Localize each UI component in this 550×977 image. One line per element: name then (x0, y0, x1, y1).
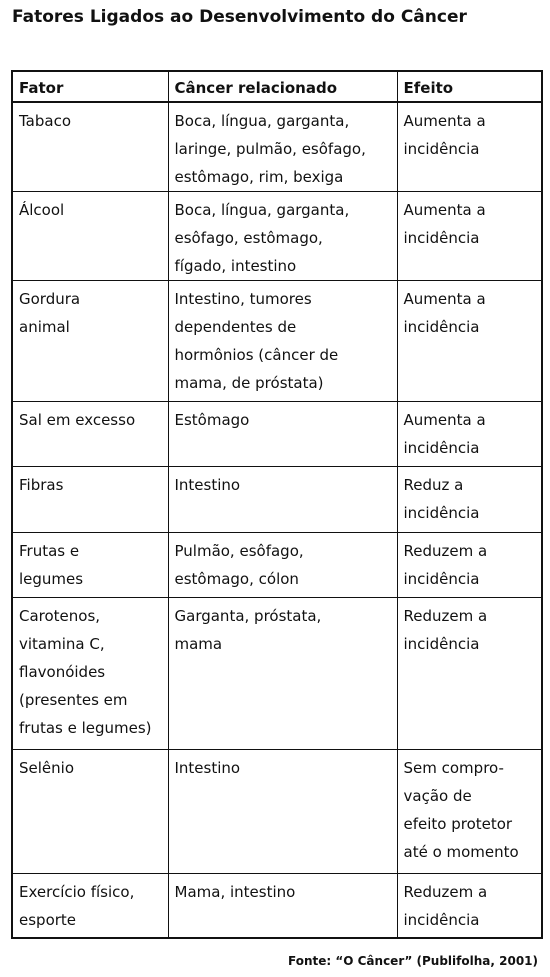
efeito-cell (397, 598, 542, 750)
fator-text: Sal em excesso (19, 411, 136, 429)
efeito-text: Aumenta a incidência (403, 201, 486, 247)
fator-cell (12, 402, 168, 467)
efeito-cell (397, 467, 542, 533)
efeito-text: Aumenta a incidência (403, 112, 486, 158)
cancer-cell (168, 598, 397, 750)
fator-text: Tabaco (19, 112, 72, 130)
efeito-text: Reduzem a incidência (403, 883, 488, 929)
cancer-cell (168, 467, 397, 533)
efeito-text: Aumenta a incidência (403, 411, 486, 457)
efeito-cell (397, 750, 542, 874)
table-row (12, 750, 542, 874)
cancer-text: Boca, língua, garganta, laringe, pulmão, esôfago, estômago, rim, bexiga (174, 112, 366, 186)
efeito-text: Sem compro- vação de efeito protetor até o momento (403, 759, 519, 861)
fator-text: Carotenos, vitamina C, flavonóides (presentes em frutas e legumes) (19, 607, 152, 737)
efeito-cell (397, 402, 542, 467)
table-row (12, 102, 542, 192)
factors-table (11, 70, 543, 939)
fator-cell (12, 102, 168, 192)
fator-cell (12, 192, 168, 281)
cancer-text: Boca, língua, garganta, esôfago, estômago, fígado, intestino (174, 201, 350, 275)
table-row (12, 467, 542, 533)
table-row (12, 598, 542, 750)
fator-cell (12, 598, 168, 750)
efeito-cell (397, 281, 542, 402)
table-row (12, 402, 542, 467)
cancer-cell (168, 874, 397, 938)
table-row (12, 281, 542, 402)
fator-cell (12, 874, 168, 938)
column-header-efeito: Efeito (397, 71, 542, 102)
cancer-text: Intestino (174, 759, 241, 777)
fator-text: Exercício físico, esporte (19, 883, 135, 929)
cancer-text: Intestino, tumores dependentes de hormônios (câncer de mama, de próstata) (174, 290, 339, 392)
cancer-text: Garganta, próstata, mama (174, 607, 322, 653)
efeito-text: Reduzem a incidência (403, 542, 488, 588)
fator-cell (12, 750, 168, 874)
table-header-row (12, 71, 542, 102)
column-header-fator: Fator (12, 71, 168, 102)
efeito-cell (397, 874, 542, 938)
efeito-text: Reduzem a incidência (403, 607, 488, 653)
efeito-cell (397, 102, 542, 192)
table-row (12, 874, 542, 938)
fator-cell (12, 281, 168, 402)
source-caption: Fonte: “O Câncer” (Publifolha, 2001) (288, 954, 538, 968)
efeito-cell (397, 533, 542, 598)
column-header-cancer: Câncer relacionado (168, 71, 397, 102)
efeito-text: Aumenta a incidência (403, 290, 486, 336)
cancer-text: Mama, intestino (174, 883, 296, 901)
cancer-cell (168, 750, 397, 874)
fator-cell (12, 467, 168, 533)
fator-text: Frutas e legumes (19, 542, 84, 588)
cancer-text: Intestino (174, 476, 241, 494)
cancer-cell (168, 281, 397, 402)
cancer-text: Pulmão, esôfago, estômago, cólon (174, 542, 304, 588)
fator-text: Fibras (19, 476, 64, 494)
cancer-cell (168, 102, 397, 192)
cancer-cell (168, 402, 397, 467)
table-row (12, 192, 542, 281)
cancer-cell (168, 533, 397, 598)
fator-text: Álcool (19, 201, 65, 219)
fator-cell (12, 533, 168, 598)
fator-text: Selênio (19, 759, 74, 777)
cancer-text: Estômago (174, 411, 250, 429)
cancer-cell (168, 192, 397, 281)
table-row (12, 533, 542, 598)
fator-text: Gordura animal (19, 290, 81, 336)
efeito-cell (397, 192, 542, 281)
page-title: Fatores Ligados ao Desenvolvimento do Câncer (12, 7, 467, 27)
efeito-text: Reduz a incidência (403, 476, 480, 522)
